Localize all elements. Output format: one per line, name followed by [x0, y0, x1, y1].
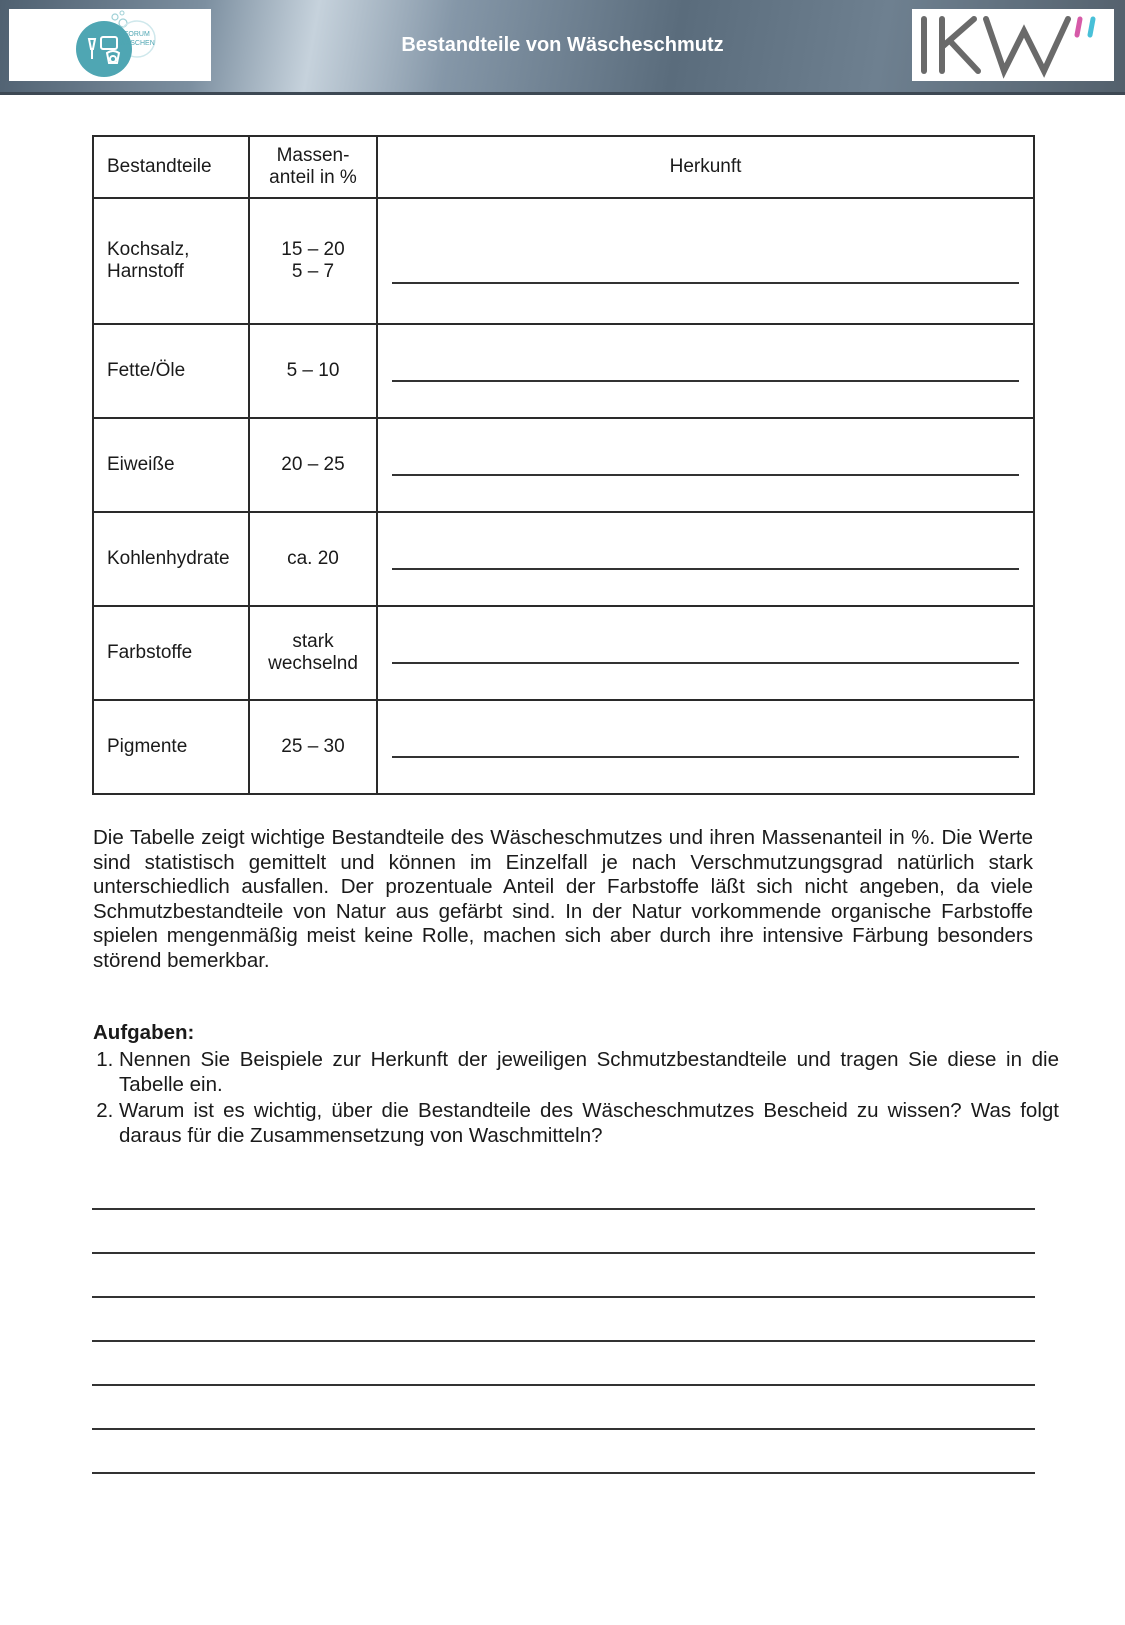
component-name: Farbstoffe — [93, 606, 249, 700]
mass-share-value: ca. 20 — [249, 512, 377, 606]
herkunft-answer-field[interactable] — [377, 512, 1034, 606]
task-item: 1. Nennen Sie Beispiele zur Herkunft der jeweiligen Schmutzbestandteile und tragen Sie diese in die Tabelle ein. — [119, 1048, 1059, 1097]
soil-components-table — [92, 135, 1035, 795]
answer-writing-line[interactable] — [92, 1472, 1035, 1474]
mass-share-value: 25 – 30 — [249, 700, 377, 794]
herkunft-answer-field[interactable] — [377, 198, 1034, 324]
column-header-bestandteile: Bestandteile — [93, 136, 249, 198]
table-header-row — [93, 136, 1034, 198]
mass-share-value: 20 – 25 — [249, 418, 377, 512]
component-name: Kochsalz, Harnstoff — [93, 198, 249, 324]
answer-line — [392, 380, 1019, 382]
table-row — [93, 198, 1034, 324]
herkunft-answer-field[interactable] — [377, 418, 1034, 512]
answer-writing-line[interactable] — [92, 1296, 1035, 1298]
answer-line — [392, 474, 1019, 476]
answer-writing-line[interactable] — [92, 1208, 1035, 1210]
component-name: Fette/Öle — [93, 324, 249, 418]
task-item: 2. Warum ist es wichtig, über die Bestandteile des Wäscheschmutzes Bescheid zu wissen? Was folgt daraus für die Zusammensetzung von Waschmitteln? — [119, 1099, 1059, 1148]
answer-writing-line[interactable] — [92, 1252, 1035, 1254]
table-row — [93, 512, 1034, 606]
herkunft-answer-field[interactable] — [377, 606, 1034, 700]
component-name: Kohlenhydrate — [93, 512, 249, 606]
answer-line — [392, 756, 1019, 758]
answer-line — [392, 568, 1019, 570]
answer-writing-line[interactable] — [92, 1384, 1035, 1386]
table-row — [93, 418, 1034, 512]
answer-line — [392, 662, 1019, 664]
column-header-herkunft: Herkunft — [377, 136, 1034, 198]
column-header-massenanteil: Massen- anteil in % — [249, 136, 377, 198]
mass-share-value: 5 – 10 — [249, 324, 377, 418]
table-row — [93, 606, 1034, 700]
logo-text-forum: FORUM — [124, 31, 150, 38]
tasks-heading: Aufgaben: — [93, 1021, 195, 1044]
herkunft-answer-field[interactable] — [377, 700, 1034, 794]
logo-text-waschen: WASCHEN — [119, 40, 155, 47]
component-name: Eiweiße — [93, 418, 249, 512]
table-row — [93, 700, 1034, 794]
description-paragraph: Die Tabelle zeigt wichtige Bestandteile des Wäscheschmutzes und ihren Massenanteil in %. Die Werte sind statistisch gemittelt und können im Einzelfall je nach Verschmutzungsgrad natürlich stark unterschiedlich ausfallen. Der prozentuale Anteil der Farbstoffe läßt sich nicht angeben, da viele Schmutzbestandteile von Natur aus gefärbt sind. In der Natur vorkommende organische Farbstoffe spielen mengenmäßig meist keine Rolle, machen sich aber durch ihre intensive Färbung besonders störend bemerkbar. — [93, 826, 1033, 972]
tasks-list — [93, 1048, 1059, 1150]
table-row — [93, 324, 1034, 418]
page-title: Bestandteile von Wäscheschmutz — [401, 34, 724, 56]
herkunft-answer-field[interactable] — [377, 324, 1034, 418]
component-name: Pigmente — [93, 700, 249, 794]
mass-share-value: 15 – 20 5 – 7 — [249, 198, 377, 324]
mass-share-value: stark wechselnd — [249, 606, 377, 700]
ikw-logo — [912, 9, 1114, 81]
answer-writing-line[interactable] — [92, 1340, 1035, 1342]
answer-line — [392, 282, 1019, 284]
answer-writing-line[interactable] — [92, 1428, 1035, 1430]
header-banner — [0, 0, 1125, 95]
